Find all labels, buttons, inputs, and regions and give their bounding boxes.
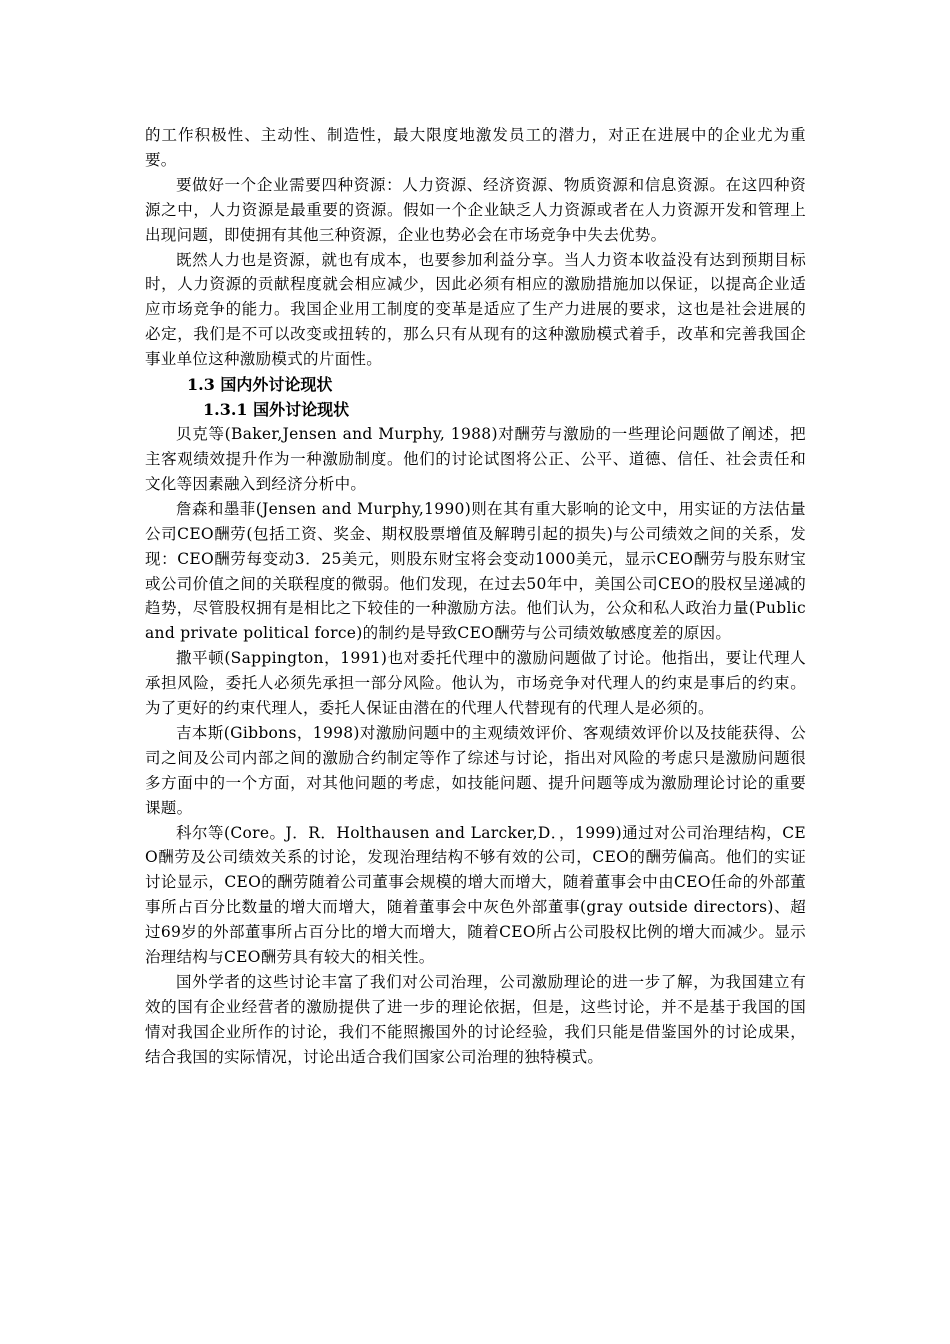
paragraph-sappington: 撒平顿(Sappington，1991)也对委托代理中的激励问题做了讨论。他指出，要让代理人承担风险，委托人必须先承担一部分风险。他认为，市场竞争对代理人的约束是事后的约束。为了更好的约束代理人，委托人保证由潜在的代理人代替现有的代理人是必须的。 — [145, 649, 806, 718]
paragraph-baker: 贝克等(Baker,Jensen and Murphy, 1988)对酬劳与激励的一些理论问题做了阐述，把主客观绩效提升作为一种激励制度。他们的讨论试图将公正、公平、道德、信任、社会责任和文化等因素融入到经济分析中。 — [145, 425, 806, 493]
paragraph-four-resources: 要做好一个企业需要四种资源：人力资源、经济资源、物质资源和信息资源。在这四种资源之中，人力资源是最重要的资源。假如一个企业缺乏人力资源或者在人力资源开发和管理上出现问题，即使拥有其他三种资源，企业也势必会在市场竞争中失去优势。 — [145, 175, 806, 244]
section-heading-1-3: 1.3 国内外讨论现状 — [187, 375, 333, 395]
subsection-heading-1-3-1: 1.3.1 国外讨论现状 — [203, 400, 350, 420]
paragraph-gibbons: 吉本斯(Gibbons，1998)对激励问题中的主观绩效评价、客观绩效评价以及技能获得、公司之间及公司内部之间的激励合约制定等作了综述与讨论，指出对风险的考虑只是激励问题很多方面中的一个方面，对其他问题的考虑，如技能问题、提升问题等成为激励理论讨论的重要课题。 — [145, 723, 806, 817]
paragraph-human-capital: 既然人力也是资源，就也有成本，也要参加利益分享。当人力资本收益没有达到预期目标时，人力资源的贡献程度就会相应减少，因此必须有相应的激励措施加以保证，以提高企业适应市场竞争的能力。我国企业用工制度的变革是适应了生产力进展的要求，这也是社会进展的必定，我们是不可以改变或扭转的，那么只有从现有的这种激励模式着手，改革和完善我国企事业单位这种激励模式的片面性。 — [145, 250, 806, 369]
paragraph-summary: 国外学者的这些讨论丰富了我们对公司治理，公司激励理论的进一步了解，为我国建立有效的国有企业经营者的激励提供了进一步的理论依据，但是，这些讨论，并不是基于我国的国情对我国企业所作的讨论，我们不能照搬国外的讨论经验，我们只能是借鉴国外的讨论成果，结合我国的实际情况，讨论出适合我们国家公司治理的独特模式。 — [145, 973, 806, 1066]
paragraph-continuation: 的工作积极性、主动性、制造性，最大限度地激发员工的潜力，对正在进展中的企业尤为重要。 — [145, 126, 806, 169]
paragraph-jensen-murphy: 詹森和墨菲(Jensen and Murphy,1990)则在其有重大影响的论文中，用实证的方法估量公司CEO酬劳(包括工资、奖金、期权股票增值及解聘引起的损失)与公司绩效之间的关系，发现：CEO酬劳每变动3．25美元，则股东财宝将会变动1000美元，显示CEO酬劳与股东财宝或公司价值之间的关联程度的微弱。他们发现，在过去50年中，美国公司CEO的股权呈递减的趋势，尽管股权拥有是相比之下较佳的一种激励方法。他们认为，公众和私人政治力量(Public and private political force)的制约是导致CEO酬劳与公司绩效敏感度差的原因。 — [145, 499, 806, 643]
paragraph-core: 科尔等(Core。J．R．Holthausen and Larcker,D．，1999)通过对公司治理结构，CEO酬劳及公司绩效关系的讨论，发现治理结构不够有效的公司，CEO的酬劳偏高。他们的实证讨论显示，CEO的酬劳随着公司董事会规模的增大而增大，随着董事会中由CEO任命的外部董事所占百分比数量的增大而增大，随着董事会中灰色外部董事(gray outside directors)、超过69岁的外部董事所占百分比的增大而增大，随着CEO所占公司股权比例的增大而减少。显示治理结构与CEO酬劳具有较大的相关性。 — [145, 823, 806, 967]
document-page — [145, 123, 806, 1070]
